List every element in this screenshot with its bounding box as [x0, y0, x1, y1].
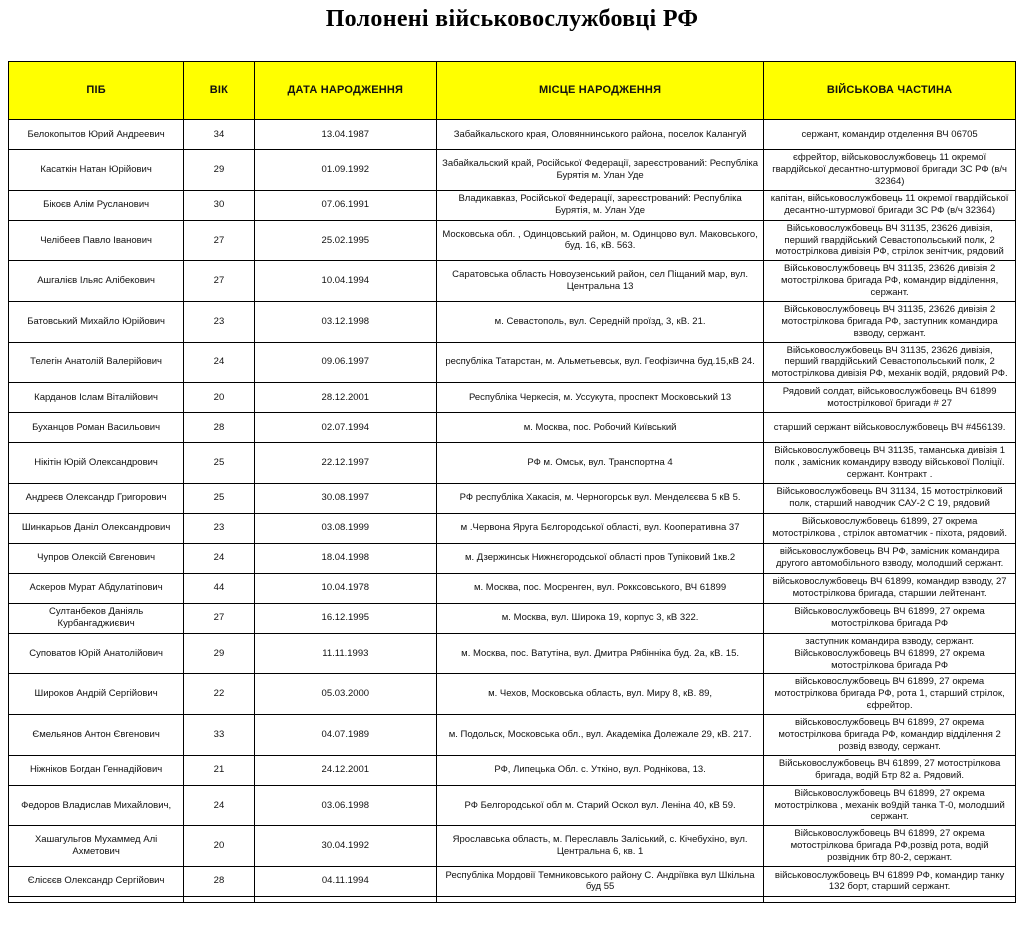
cell-age-empty: [184, 896, 254, 902]
page: [0, 6, 1024, 934]
cell-unit: Військовослужбовець ВЧ 31135, 23626 дивізія 2 мотострілкова бригада РФ, заступник командира взводу, сержант.: [764, 301, 1016, 342]
cell-dob: 13.04.1987: [254, 120, 436, 150]
cell-place-empty: [436, 896, 763, 902]
cell-unit: Військовослужбовець ВЧ 61899, 27 мотострілкова бригада, водій Бтр 82 а. Рядовий.: [764, 755, 1016, 785]
cell-age: 27: [184, 220, 254, 261]
cell-place: Владикавказ, Російської Федерації, зареєстрований: Республіка Бурятія, м. Улан Уде: [436, 190, 763, 220]
cell-dob: 10.04.1978: [254, 573, 436, 603]
cell-age: 44: [184, 573, 254, 603]
cell-age: 29: [184, 150, 254, 191]
table-row: [9, 261, 1016, 302]
cell-unit: військовослужбовець ВЧ РФ, замісник командира другого автомобільного взводу, молодший сержант.: [764, 543, 1016, 573]
table-row: [9, 342, 1016, 383]
cell-unit: Рядовий солдат, військовослужбовець ВЧ 61899 мотострілкової бригади # 27: [764, 383, 1016, 413]
cell-unit: Військовослужбовець ВЧ 61899, 27 окрема мотострілкова , механік во9дій танка Т-0, молодший сержант.: [764, 785, 1016, 826]
table-row: [9, 383, 1016, 413]
cell-unit: Військовослужбовець ВЧ 31134, 15 мотострілковий полк, старший наводчик САУ-2 С 19, рядовий: [764, 483, 1016, 513]
cell-place: РФ республіка Хакасія, м. Черногорськ вул. Менделєєва 5 кВ 5.: [436, 483, 763, 513]
table-row: [9, 573, 1016, 603]
table-row: [9, 674, 1016, 715]
cell-dob: 04.11.1994: [254, 866, 436, 896]
cell-unit: Військовослужбовець ВЧ 31135, 23626 дивізія, перший гвардійський Севастопольський полк, 2 мотострілкова дивізія РФ, стрілок зенітчик, рядовий: [764, 220, 1016, 261]
cell-dob: 07.06.1991: [254, 190, 436, 220]
table-row: [9, 633, 1016, 674]
table-row: [9, 543, 1016, 573]
table-body: [9, 120, 1016, 903]
cell-unit: військовослужбовець ВЧ 61899, 27 окрема мотострілкова бригада РФ, рота 1, старший стрілок, єфрейтор.: [764, 674, 1016, 715]
cell-age: 27: [184, 603, 254, 633]
cell-place: Ярославська область, м. Переславль Заліський, с. Кічебухіно, вул. Центральна 6, кв. 1: [436, 826, 763, 867]
cell-dob: 24.12.2001: [254, 755, 436, 785]
cell-dob-empty: [254, 896, 436, 902]
cell-name: Касаткін Натан Юрійович: [9, 150, 184, 191]
cell-age: 23: [184, 513, 254, 543]
table-row: [9, 755, 1016, 785]
cell-age: 20: [184, 826, 254, 867]
cell-place: м. Москва, пос. Робочий Київський: [436, 413, 763, 443]
page-title: Полонені військовослужбовці РФ: [325, 6, 699, 32]
cell-place: Саратовська область Новоузенський район, сел Піщаний мар, вул. Центральна 13: [436, 261, 763, 302]
cell-dob: 09.06.1997: [254, 342, 436, 383]
cell-place: м. Дзержинськ Нижнєгородської області пров Тупіковий 1кв.2: [436, 543, 763, 573]
cell-age: 34: [184, 120, 254, 150]
table-row: [9, 513, 1016, 543]
cell-name: Федоров Владислав Михайлович,: [9, 785, 184, 826]
cell-age: 25: [184, 443, 254, 484]
table-row: [9, 413, 1016, 443]
cell-name: Аскеров Мурат Абдулатіпович: [9, 573, 184, 603]
cell-dob: 30.04.1992: [254, 826, 436, 867]
cell-unit: заступник командира взводу, сержант. Військовослужбовець ВЧ 61899, 27 окрема мотострілкова бригада РФ: [764, 633, 1016, 674]
cell-age: 30: [184, 190, 254, 220]
table-row: [9, 301, 1016, 342]
cell-place: м. Севастополь, вул. Середній проїзд, 3, кВ. 21.: [436, 301, 763, 342]
cell-place: Забайкальский край, Російської Федерації, зареєстрований: Республіка Бурятія м. Улан Уде: [436, 150, 763, 191]
table-row: [9, 120, 1016, 150]
cell-dob: 16.12.1995: [254, 603, 436, 633]
cell-age: 23: [184, 301, 254, 342]
cell-name: Буханцов Роман Васильович: [9, 413, 184, 443]
cell-unit: військовослужбовець ВЧ 61899 РФ, командир танку 132 борт, старший сержант.: [764, 866, 1016, 896]
column-header-dob: ДАТА НАРОДЖЕННЯ: [254, 62, 436, 120]
cell-age: 20: [184, 383, 254, 413]
cell-name: Султанбеков Даніяль Курбангаджиєвич: [9, 603, 184, 633]
cell-place: м .Червона Яруга Бєлгородської області, вул. Кооперативна 37: [436, 513, 763, 543]
cell-age: 24: [184, 342, 254, 383]
cell-name: Шинкарьов Даніл Олександрович: [9, 513, 184, 543]
cell-unit: військовослужбовець ВЧ 61899, 27 окрема мотострілкова бригада РФ, командир відділення 2 розвід взводу, сержант.: [764, 715, 1016, 756]
cell-dob: 04.07.1989: [254, 715, 436, 756]
table-row: [9, 715, 1016, 756]
cell-place: Республіка Черкесія, м. Уссукута, проспект Московський 13: [436, 383, 763, 413]
cell-name: Андреєв Олександр Григорович: [9, 483, 184, 513]
column-header-name: ПІБ: [9, 62, 184, 120]
cell-dob: 10.04.1994: [254, 261, 436, 302]
cell-name: Широков Андрій Сергійович: [9, 674, 184, 715]
cell-place: м. Москва, вул. Широка 19, корпус 3, кВ 322.: [436, 603, 763, 633]
cell-dob: 18.04.1998: [254, 543, 436, 573]
cell-name: Бікоєв Алім Русланович: [9, 190, 184, 220]
table-header: [9, 62, 1016, 120]
cell-place: Московська обл. , Одинцовський район, м. Одинцово вул. Маковського, буд. 16, кВ. 563.: [436, 220, 763, 261]
cell-place: Республіка Мордовії Темниковського району С. Андріївка вул Шкільна буд 55: [436, 866, 763, 896]
cell-unit: Військовослужбовець ВЧ 31135, 23626 дивізія, перший гвардійський Севастопольський полк, 2 мотострілкова дивізія РФ, механік водій, рядовий РФ.: [764, 342, 1016, 383]
cell-place: м. Москва, пос. Ватутіна, вул. Дмитра Рябінніка буд. 2а, кВ. 15.: [436, 633, 763, 674]
cell-age: 22: [184, 674, 254, 715]
table-row: [9, 603, 1016, 633]
cell-dob: 28.12.2001: [254, 383, 436, 413]
column-header-place: МІСЦЕ НАРОДЖЕННЯ: [436, 62, 763, 120]
cell-place: м. Подольск, Московська обл., вул. Академіка Долежале 29, кВ. 217.: [436, 715, 763, 756]
cell-unit: Військовослужбовець ВЧ 31135, 23626 дивізія 2 мотострілкова бригада РФ, командир відділення, сержант.: [764, 261, 1016, 302]
cell-place: РФ, Липецька Обл. с. Уткіно, вул. Роднікова, 13.: [436, 755, 763, 785]
table-row: [9, 826, 1016, 867]
table-row: [9, 190, 1016, 220]
cell-age: 33: [184, 715, 254, 756]
cell-place: м. Москва, пос. Мосренген, вул. Рокксовського, ВЧ 61899: [436, 573, 763, 603]
cell-unit: Військовослужбовець ВЧ 61899, 27 окрема мотострілкова бригада РФ: [764, 603, 1016, 633]
cell-age: 29: [184, 633, 254, 674]
cell-name: Нікітін Юрій Олександрович: [9, 443, 184, 484]
cell-name: Белокопытов Юрий Андреевич: [9, 120, 184, 150]
table-row-partial: [9, 896, 1016, 902]
cell-dob: 05.03.2000: [254, 674, 436, 715]
cell-name: Ніжніков Богдан Геннадійович: [9, 755, 184, 785]
column-header-age: ВІК: [184, 62, 254, 120]
cell-unit: Військовослужбовець 61899, 27 окрема мотострілкова , стрілок автоматчик - піхота, рядовий.: [764, 513, 1016, 543]
cell-name: Батовський Михайло Юрійович: [9, 301, 184, 342]
table-row: [9, 483, 1016, 513]
cell-place: РФ Белгородської обл м. Старий Оскол вул. Леніна 40, кВ 59.: [436, 785, 763, 826]
cell-name: Челібеев Павло Іванович: [9, 220, 184, 261]
cell-dob: 03.08.1999: [254, 513, 436, 543]
cell-unit: капітан, військовослужбовець 11 окремої гвардійської десантно-штурмової бригади ЗС РФ (в/ч 32364): [764, 190, 1016, 220]
cell-unit: Військовослужбовець ВЧ 61899, 27 окрема мотострілкова бригада РФ,розвід рота, водій розвідник бтр 80-2, сержант.: [764, 826, 1016, 867]
cell-dob: 11.11.1993: [254, 633, 436, 674]
cell-dob: 02.07.1994: [254, 413, 436, 443]
cell-place: м. Чехов, Московська область, вул. Миру 8, кВ. 89,: [436, 674, 763, 715]
cell-age: 24: [184, 543, 254, 573]
cell-name: Єлісєєв Олександр Сергійович: [9, 866, 184, 896]
cell-place: республіка Татарстан, м. Альметьевськ, вул. Геофізична буд.15,кВ 24.: [436, 342, 763, 383]
prisoners-table: [8, 61, 1016, 903]
column-header-unit: ВІЙСЬКОВА ЧАСТИНА: [764, 62, 1016, 120]
cell-place: РФ м. Омськ, вул. Транспортна 4: [436, 443, 763, 484]
cell-dob: 22.12.1997: [254, 443, 436, 484]
cell-place: Забайкальского края, Оловяннинського района, поселок Калангуй: [436, 120, 763, 150]
cell-unit: військовослужбовець ВЧ 61899, командир взводу, 27 мотострілкова бригада, старшии лейтенант.: [764, 573, 1016, 603]
cell-dob: 01.09.1992: [254, 150, 436, 191]
cell-unit: єфрейтор, військовослужбовець 11 окремої гвардійської десантно-штурмової бригади ЗС РФ (в/ч 32364): [764, 150, 1016, 191]
table-row: [9, 785, 1016, 826]
cell-age: 21: [184, 755, 254, 785]
cell-name: Ємельянов Антон Євгенович: [9, 715, 184, 756]
cell-age: 25: [184, 483, 254, 513]
cell-age: 24: [184, 785, 254, 826]
table-row: [9, 220, 1016, 261]
cell-age: 28: [184, 413, 254, 443]
cell-unit-empty: [764, 896, 1016, 902]
cell-unit: старший сержант військовослужбовець ВЧ #456139.: [764, 413, 1016, 443]
cell-age: 28: [184, 866, 254, 896]
cell-name: Чупров Олексій Євгенович: [9, 543, 184, 573]
table-row: [9, 866, 1016, 896]
cell-dob: 25.02.1995: [254, 220, 436, 261]
cell-age: 27: [184, 261, 254, 302]
cell-name-empty: [9, 896, 184, 902]
table-row: [9, 150, 1016, 191]
cell-dob: 30.08.1997: [254, 483, 436, 513]
cell-name: Хашагульгов Мухаммед Алі Ахметович: [9, 826, 184, 867]
cell-name: Карданов Іслам Віталійович: [9, 383, 184, 413]
cell-unit: сержант, командир отделення ВЧ 06705: [764, 120, 1016, 150]
cell-name: Телегін Анатолій Валерійович: [9, 342, 184, 383]
table-row: [9, 443, 1016, 484]
cell-dob: 03.12.1998: [254, 301, 436, 342]
cell-dob: 03.06.1998: [254, 785, 436, 826]
cell-unit: Військовослужбовець ВЧ 31135, таманська дивізія 1 полк , замісник командиру взводу військової Поліції. сержант. Контракт .: [764, 443, 1016, 484]
cell-name: Суповатов Юрій Анатолійович: [9, 633, 184, 674]
header-row: [9, 62, 1016, 120]
cell-name: Ашгалієв Ільяс Алібекович: [9, 261, 184, 302]
